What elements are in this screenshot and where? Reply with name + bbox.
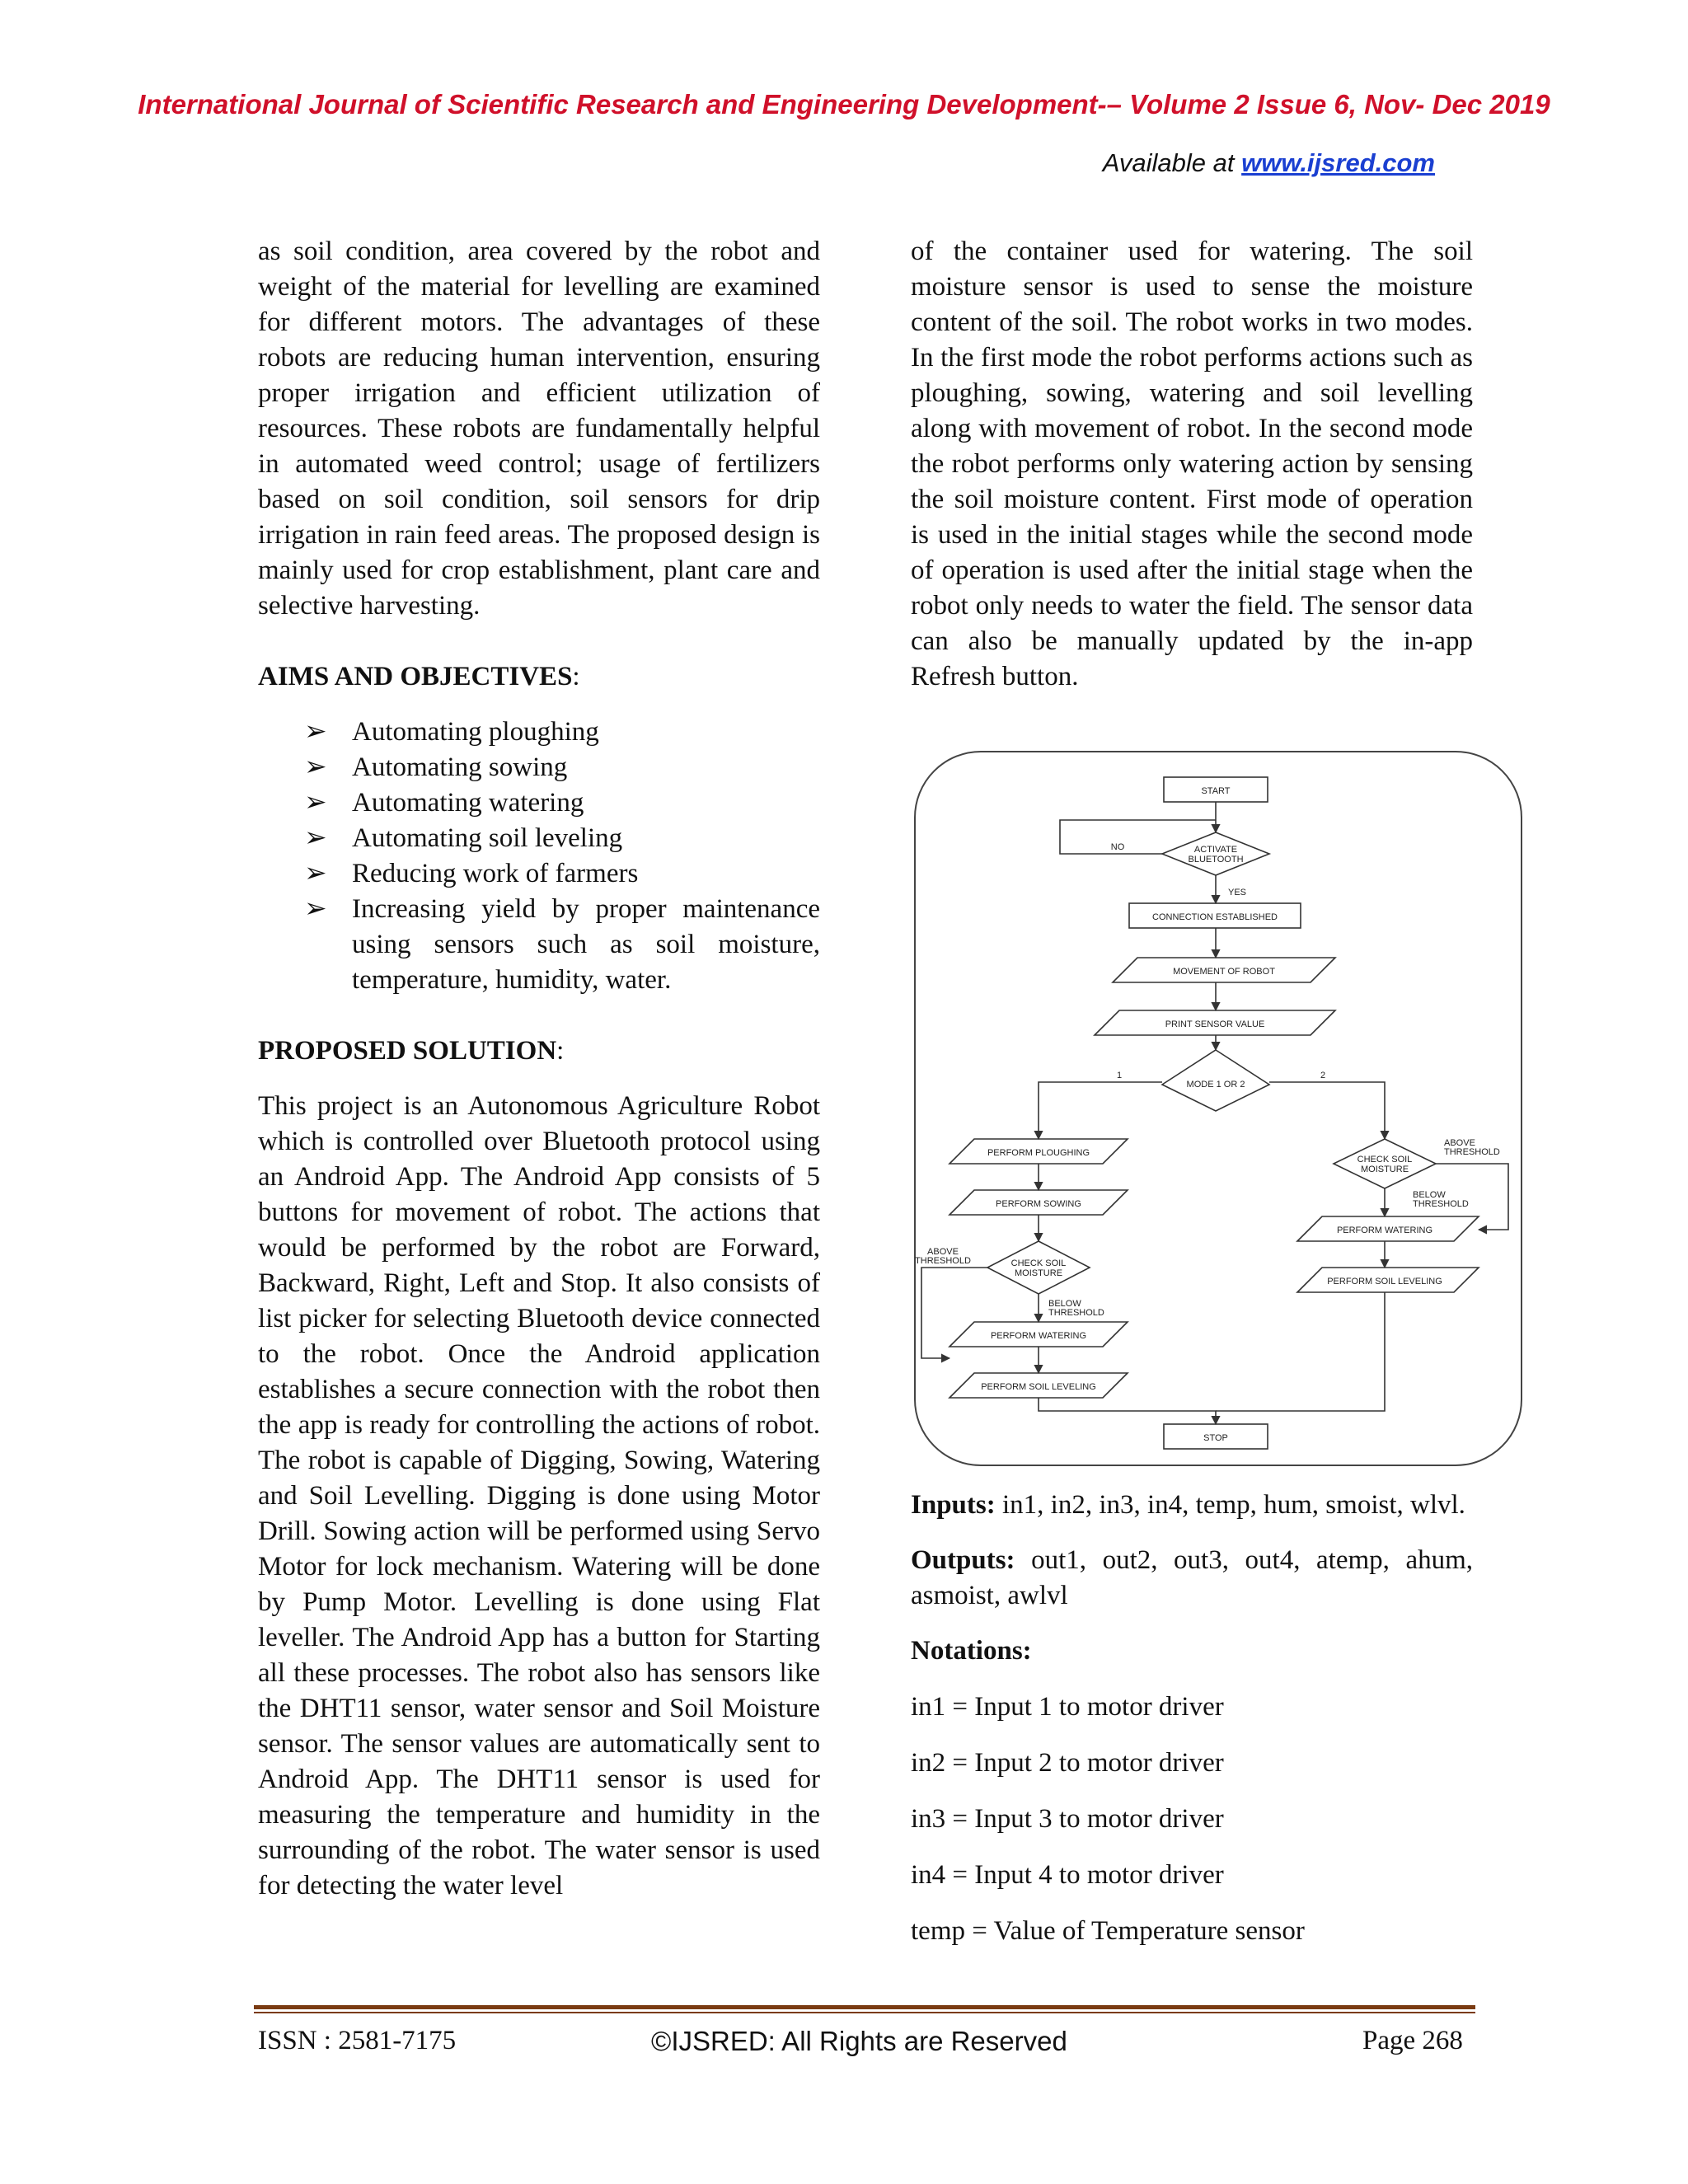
- solution-paragraph: This project is an Autonomous Agriculture Robot which is controlled over Bluetooth protocol using an Android App. The Android App consists of 5 buttons for movement of robot. The actions that would be performed by the robot are Forward, Backward, Right, Left and Stop. It also consists of list picker for selecting Bluetooth device connected to the robot. Once the Android application establishes a secure connection with the robot then the app is ready for controlling the actions of robot. The robot is capable of Digging, Sowing, Watering and Soil Levelling. Digging is done using Motor Drill. Sowing action will be performed using Servo Motor for lock mechanism. Watering will be done by Pump Motor. Levelling is done using Flat leveller. The Android App has a button for Starting all these processes. The robot also has sensors like the DHT11 sensor, water sensor and Soil Moisture sensor. The sensor values are automatically sent to Android App. The DHT11 sensor is used for measuring the temperature and humidity in the surrounding of the robot. The water sensor is used for detecting the water level: [258, 1091, 820, 1900]
- svg-text:PERFORM SOIL LEVELING: PERFORM SOIL LEVELING: [981, 1382, 1096, 1392]
- svg-text:THRESHOLD: THRESHOLD: [1048, 1308, 1104, 1318]
- notation-item: in4 = Input 4 to motor driver: [911, 1860, 1224, 1890]
- aims-list: [258, 715, 820, 998]
- footer-copyright: ©IJSRED: All Rights are Reserved: [651, 2026, 1067, 2056]
- footer-page-number: Page 268: [1362, 2026, 1463, 2055]
- svg-text:CHECK SOIL: CHECK SOIL: [1010, 1258, 1067, 1268]
- outputs-line: Outputs: out1, out2, out3, out4, atemp, ahum, asmoist, awlvl: [911, 1545, 1474, 1610]
- notation-item: in1 = Input 1 to motor driver: [911, 1692, 1224, 1722]
- notations-heading: Notations:: [911, 1636, 1032, 1666]
- svg-text:PRINT SENSOR VALUE: PRINT SENSOR VALUE: [1165, 1019, 1265, 1029]
- svg-text:MOVEMENT OF ROBOT: MOVEMENT OF ROBOT: [1173, 967, 1275, 977]
- svg-text:2: 2: [1320, 1071, 1326, 1080]
- list-item: ➢ Automating ploughing: [258, 715, 820, 750]
- flowchart: [913, 750, 1523, 1467]
- inputs-line: Inputs: in1, in2, in3, in4, temp, hum, smoist, wlvl.: [911, 1490, 1465, 1520]
- svg-text:BELOW: BELOW: [1413, 1190, 1446, 1200]
- footer-issn: ISSN : 2581-7175: [258, 2026, 457, 2055]
- svg-text:YES: YES: [1227, 888, 1247, 898]
- solution-heading: PROPOSED SOLUTION:: [258, 1036, 565, 1066]
- footer-rule-thin: [254, 2012, 1475, 2013]
- svg-text:STOP: STOP: [1203, 1433, 1228, 1443]
- svg-text:MOISTURE: MOISTURE: [1014, 1268, 1063, 1278]
- journal-link[interactable]: www.ijsred.com: [1241, 148, 1435, 177]
- arrow-bullet-icon: ➢: [304, 717, 327, 747]
- notation-item: temp = Value of Temperature sensor: [911, 1916, 1305, 1946]
- svg-text:ACTIVATE: ACTIVATE: [1193, 845, 1238, 855]
- svg-text:THRESHOLD: THRESHOLD: [1413, 1199, 1469, 1209]
- svg-text:ABOVE: ABOVE: [927, 1247, 959, 1257]
- notation-item: in2 = Input 2 to motor driver: [911, 1748, 1224, 1778]
- available-prefix: Available at: [1102, 148, 1242, 177]
- continued-paragraph: of the container used for watering. The soil moisture sensor is used to sense the moisture content of the soil. The robot works in two modes. In the first mode the robot performs actions such as ploughing, sowing, watering and soil levelling along with movement of robot. In the second mode the robot performs only watering action by sensing the soil moisture content. First mode of operation is used in the initial stages while the second mode of operation is used after the initial stage when the robot only needs to water the field. The sensor data can also be manually updated by the in-app Refresh button.: [911, 237, 1473, 691]
- arrow-bullet-icon: ➢: [304, 752, 327, 782]
- svg-text:PERFORM WATERING: PERFORM WATERING: [990, 1331, 1087, 1341]
- svg-text:BELOW: BELOW: [1048, 1299, 1081, 1309]
- arrow-bullet-icon: ➢: [304, 823, 327, 853]
- svg-text:ABOVE: ABOVE: [1444, 1138, 1475, 1148]
- svg-text:1: 1: [1116, 1071, 1123, 1080]
- svg-text:MODE 1 OR 2: MODE 1 OR 2: [1186, 1080, 1245, 1090]
- svg-text:CONNECTION ESTABLISHED: CONNECTION ESTABLISHED: [1152, 912, 1278, 922]
- svg-text:PERFORM SOWING: PERFORM SOWING: [996, 1199, 1081, 1209]
- list-item: ➢ Automating sowing: [258, 750, 820, 785]
- arrow-bullet-icon: ➢: [304, 859, 327, 888]
- svg-text:PERFORM SOIL LEVELING: PERFORM SOIL LEVELING: [1327, 1277, 1442, 1286]
- arrow-bullet-icon: ➢: [304, 894, 327, 924]
- aims-heading: AIMS AND OBJECTIVES:: [258, 662, 580, 691]
- list-item: ➢ Automating soil leveling: [258, 821, 820, 856]
- svg-text:BLUETOOTH: BLUETOOTH: [1188, 855, 1244, 865]
- svg-text:PERFORM WATERING: PERFORM WATERING: [1336, 1226, 1433, 1235]
- availability-line: [1103, 148, 1435, 178]
- svg-text:THRESHOLD: THRESHOLD: [1444, 1147, 1500, 1157]
- svg-text:THRESHOLD: THRESHOLD: [915, 1256, 971, 1266]
- footer-rule: [254, 2005, 1475, 2009]
- notation-item: in3 = Input 3 to motor driver: [911, 1804, 1224, 1834]
- io-definitions: [911, 1488, 1473, 1949]
- right-column: [911, 234, 1473, 695]
- svg-text:NO: NO: [1110, 842, 1125, 852]
- svg-text:START: START: [1201, 786, 1231, 796]
- list-item: ➢ Reducing work of farmers: [258, 856, 820, 892]
- list-item: ➢ Automating watering: [258, 785, 820, 821]
- intro-paragraph: as soil condition, area covered by the robot and weight of the material for levelling are examined for different motors. The advantages of these robots are reducing human intervention, ensuring proper irrigation and efficient utilization of resources. These robots are fundamentally helpful in automated weed control; usage of fertilizers based on soil condition, soil sensors for drip irrigation in rain feed areas. The proposed design is mainly used for crop establishment, plant care and selective harvesting.: [258, 237, 820, 621]
- left-column: [258, 234, 820, 1904]
- svg-text:CHECK SOIL: CHECK SOIL: [1357, 1155, 1413, 1165]
- svg-text:PERFORM PLOUGHING: PERFORM PLOUGHING: [987, 1148, 1090, 1158]
- arrow-bullet-icon: ➢: [304, 788, 327, 818]
- svg-text:MOISTURE: MOISTURE: [1360, 1165, 1409, 1174]
- journal-header: International Journal of Scientific Research and Engineering Development-– Volume 2 Issue 6, Nov- Dec 2019: [138, 89, 1550, 120]
- list-item: ➢ Increasing yield by proper maintenance using sensors such as soil moisture, temperature, humidity, water.: [258, 892, 820, 998]
